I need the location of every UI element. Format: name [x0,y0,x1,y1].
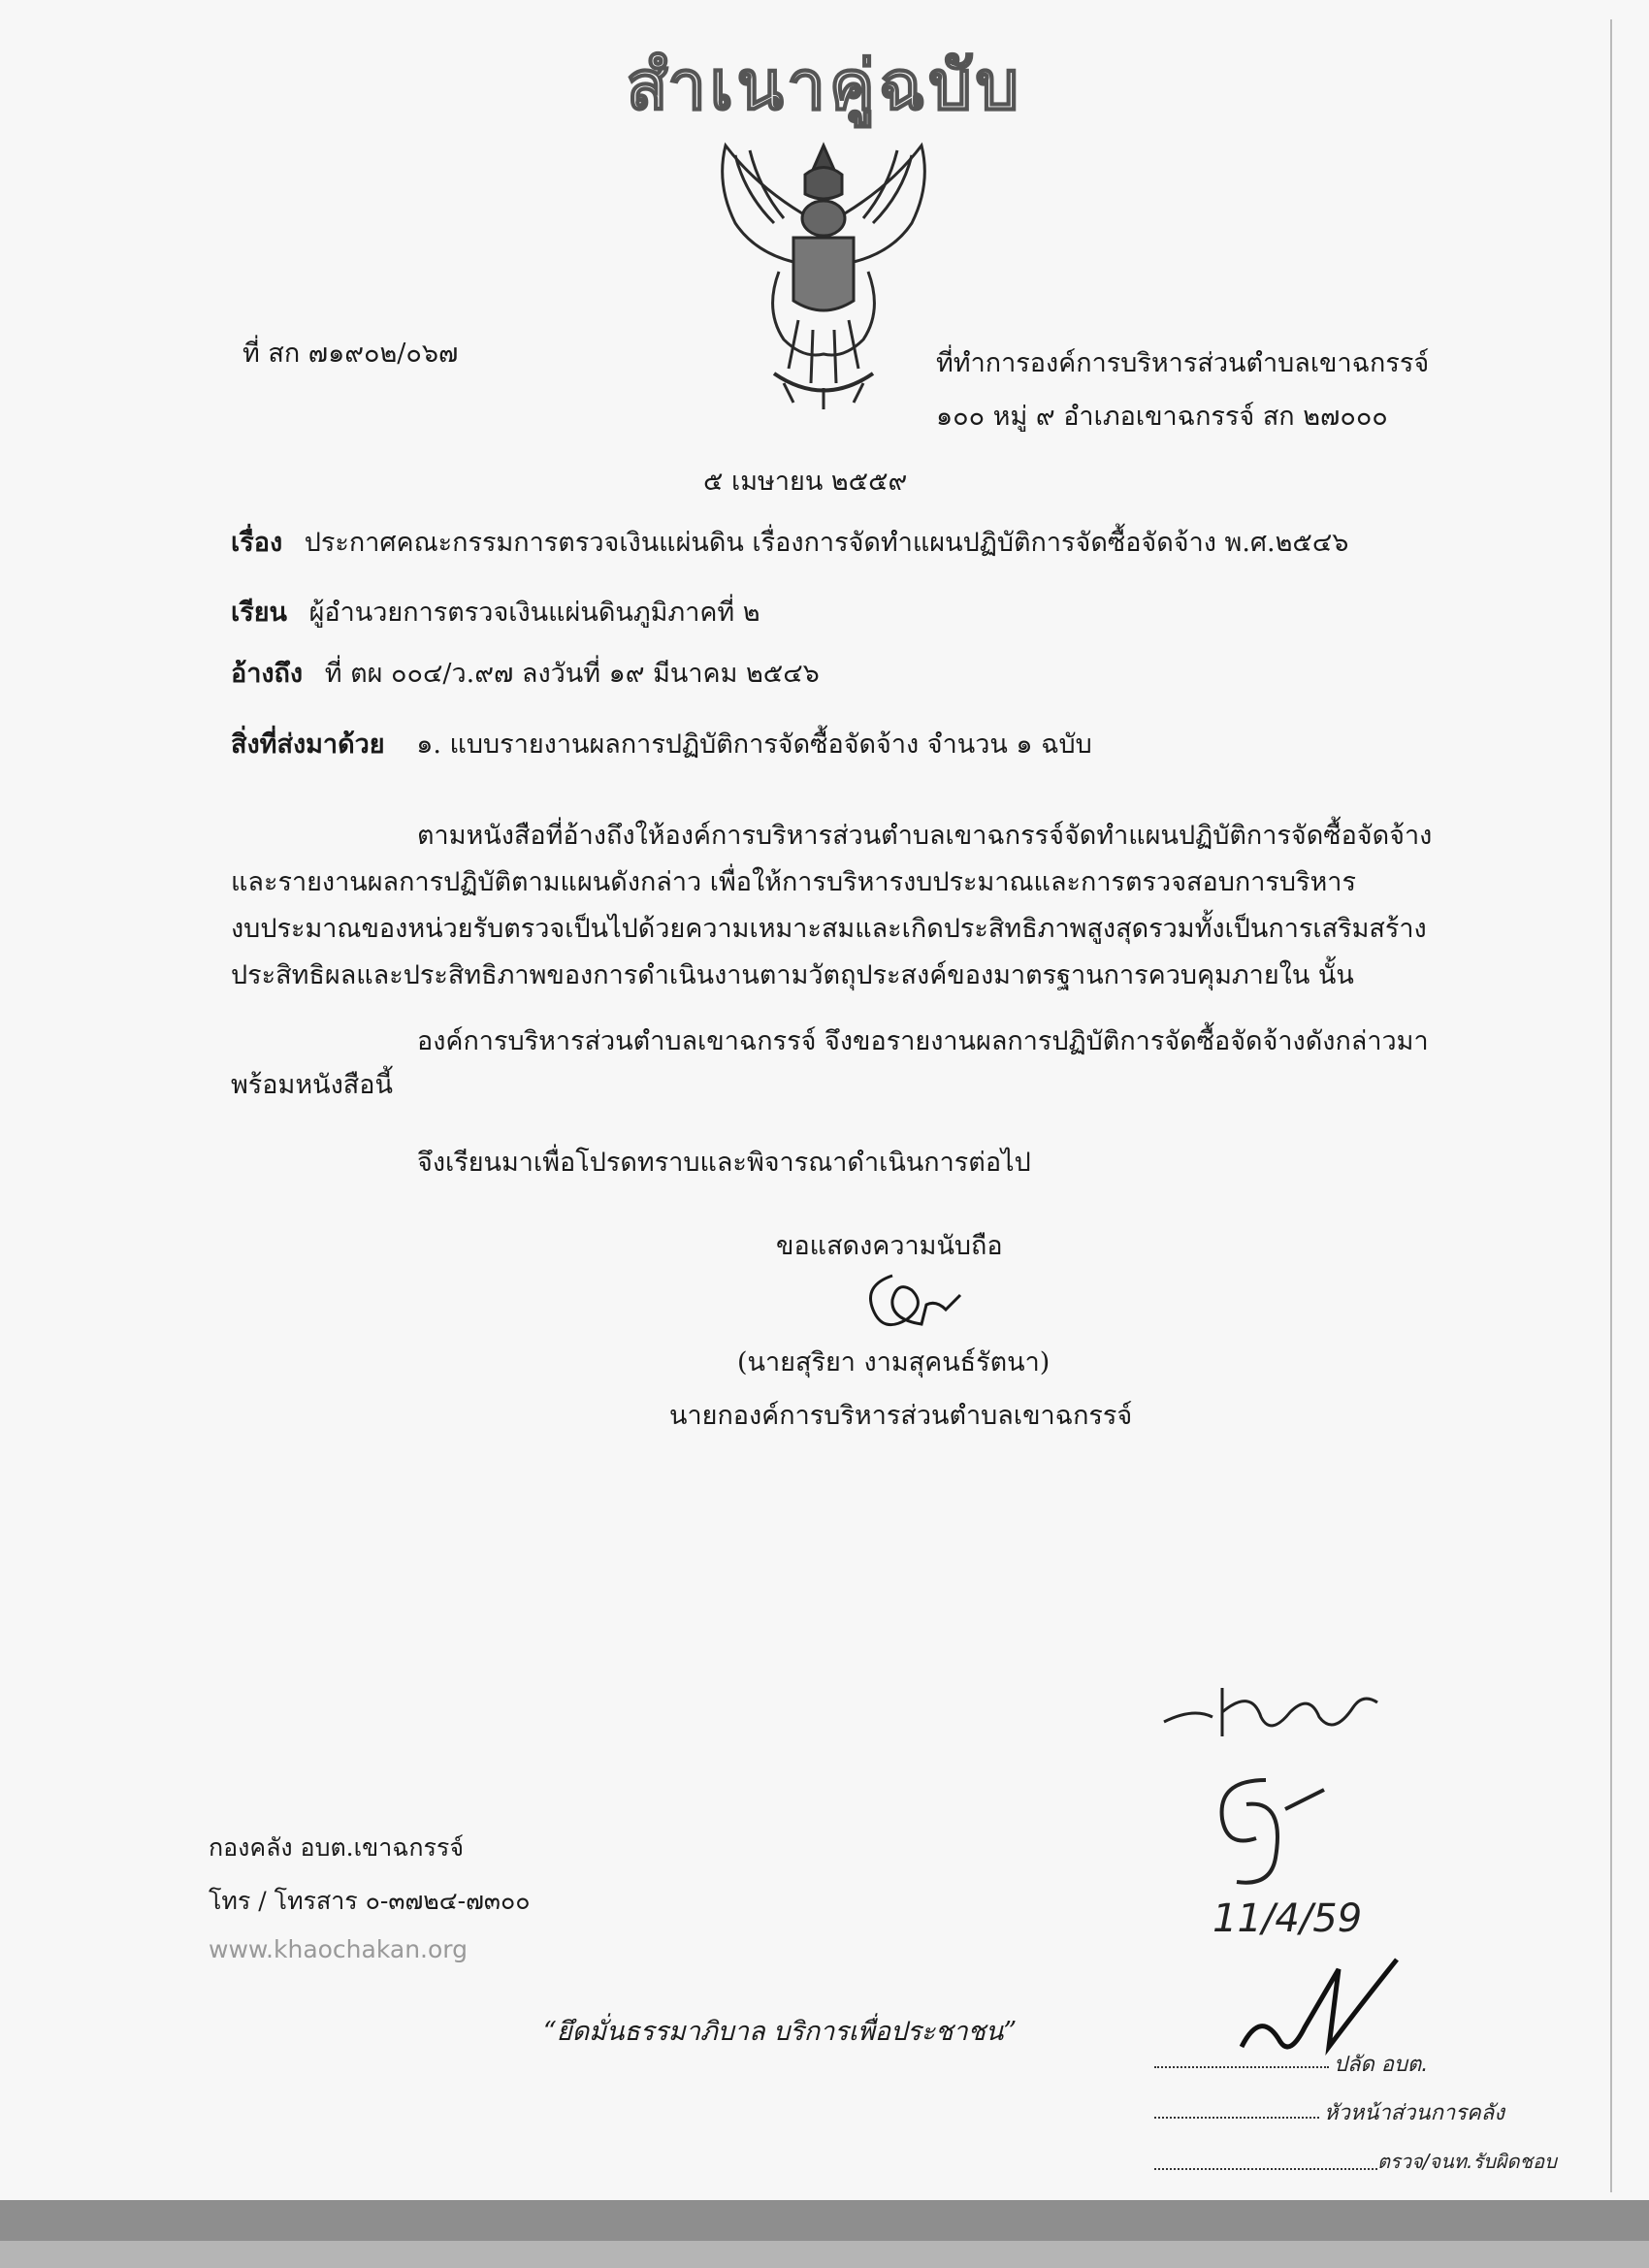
footer-phone: โทร / โทรสาร ๐-๓๗๒๔-๗๓๐๐ [209,1887,531,1915]
subject-label: เรื่อง [231,528,283,558]
routing-line3: ตรวจ/จนท.รับผิดชอบ [1377,2150,1557,2173]
body-paragraph2-line1: องค์การบริหารส่วนตำบลเขาฉกรรจ์ จึงขอรายงานผลการปฏิบัติการจัดซื้อจัดจ้างดังกล่าวมา [417,1026,1429,1056]
addressee-text: ผู้อำนวยการตรวจเงินแผ่นดินภูมิภาคที่ ๒ [308,598,760,628]
body-paragraph1-line4: ประสิทธิผลและประสิทธิภาพของการดำเนินงานตามวัตถุประสงค์ของมาตรฐานการควบคุมภายใน นั้น [231,960,1354,990]
addressee-label: เรียน [231,598,288,628]
routing-dots-1 [1154,2066,1329,2068]
reference-number: ที่ สก ๗๑๙๐๒/๐๖๗ [242,339,459,369]
body-paragraph1-line3: งบประมาณของหน่วยรับตรวจเป็นไปด้วยความเหมาะสมและเกิดประสิทธิภาพสูงสุดรวมทั้งเป็นการเสริมสร้าง [231,914,1427,944]
body-paragraph1-line1: ตามหนังสือที่อ้างถึงให้องค์การบริหารส่วนตำบลเขาฉกรรจ์จัดทำแผนปฏิบัติการจัดซื้อจัดจ้าง [417,821,1433,851]
garuda-emblem-icon [696,126,951,417]
scan-edge-line [1610,19,1612,2192]
reference-text: ที่ ตผ ๐๐๔/ว.๙๗ ลงวันที่ ๑๙ มีนาคม ๒๕๔๖ [324,659,820,689]
copy-stamp: สำเนาคู่ฉบับ [626,45,1023,125]
reference-line [231,655,820,694]
reference-label: อ้างถึง [231,659,304,689]
signature-icon [854,1266,989,1344]
subject-line [231,524,1348,563]
footer-slogan: “ยึดมั่นธรรมาภิบาล บริการเพื่อประชาชน” [543,2017,1018,2047]
handwritten-initial-icon [1198,1770,1334,1896]
signatory-name: (นายสุริยา งามสุคนธ์รัตนา) [737,1347,1051,1377]
enclosure-line [231,726,1092,764]
enclosure-text: ๑. แบบรายงานผลการปฏิบัติการจัดซื้อจัดจ้าง จำนวน ๑ ฉบับ [416,729,1092,760]
scan-edge-stripe [0,2200,1649,2241]
addressee-line [231,594,760,632]
footer-website: www.khaochakan.org [209,1935,468,1963]
letter-date: ๕ เมษายน ๒๕๕๙ [703,467,908,497]
subject-text: ประกาศคณะกรรมการตรวจเงินแผ่นดิน เรื่องการจัดทำแผนปฏิบัติการจัดซื้อจัดจ้าง พ.ศ.๒๕๔๖ [304,528,1349,558]
routing-dots-2 [1154,2117,1319,2119]
signatory-position: นายกองค์การบริหารส่วนตำบลเขาฉกรรจ์ [669,1401,1133,1431]
sender-address-line2: ๑๐๐ หมู่ ๙ อำเภอเขาฉกรรจ์ สก ๒๗๐๐๐ [936,402,1388,432]
closing-regards: ขอแสดงความนับถือ [776,1231,1003,1261]
handwritten-date: 11/4/59 [1212,1896,1363,1941]
routing-line2: หัวหน้าส่วนการคลัง [1324,2101,1505,2125]
body-paragraph1-line2: และรายงานผลการปฏิบัติตามแผนดังกล่าว เพื่อให้การบริหารงบประมาณและการตรวจสอบการบริหาร [231,867,1356,897]
body-paragraph2-line2: พร้อมหนังสือนี้ [231,1070,393,1100]
routing-dots-3 [1154,2168,1377,2170]
body-paragraph3: จึงเรียนมาเพื่อโปรดทราบและพิจารณาดำเนินการต่อไป [417,1148,1031,1178]
scan-edge-stripe-lower [0,2241,1649,2268]
handwritten-note-icon [1154,1669,1387,1756]
enclosure-label: สิ่งที่ส่งมาด้วย [231,729,385,760]
sender-address-line1: ที่ทำการองค์การบริหารส่วนตำบลเขาฉกรรจ์ [936,348,1430,378]
footer-department: กองคลัง อบต.เขาฉกรรจ์ [209,1833,464,1862]
routing-line1: ปลัด อบต. [1334,2053,1429,2077]
